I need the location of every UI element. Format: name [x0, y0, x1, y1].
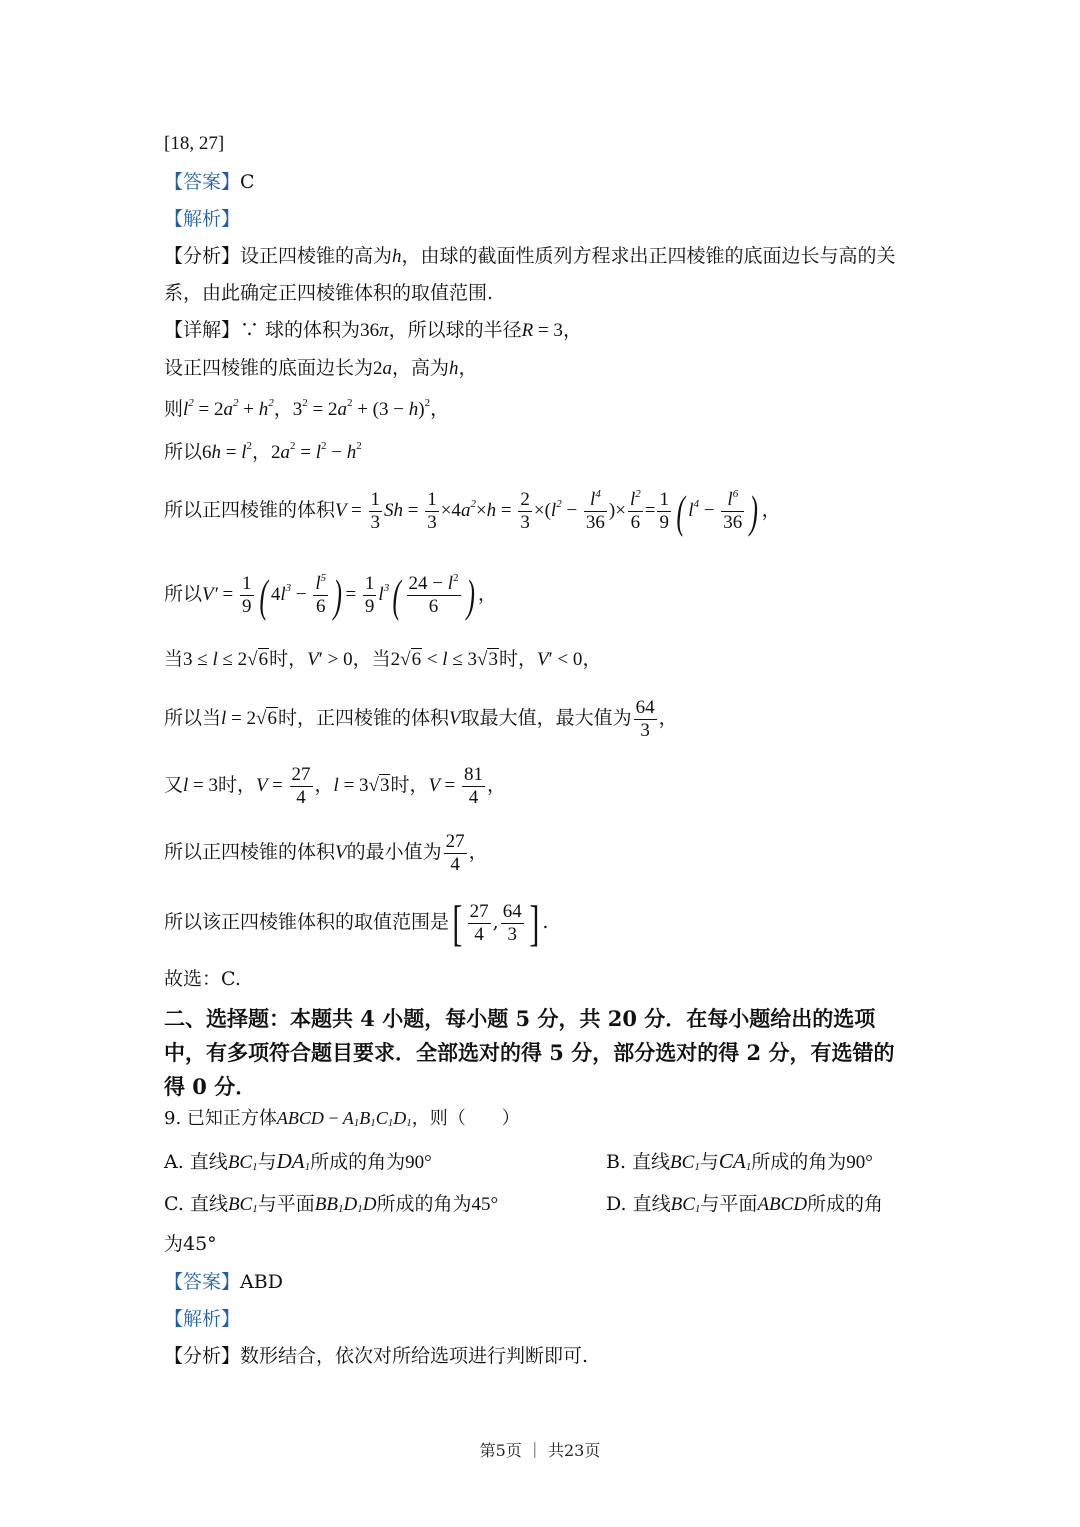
xj8-text-a: 所以当: [164, 707, 222, 729]
xj1-text-b: ，所以球的半径: [388, 319, 522, 341]
xj7-text-d: 时，: [498, 648, 537, 670]
xiangjie-line5: 所以正四棱锥的体积V = $\frac{1}{3}$ Sh = $\frac{1}{3}$ $\times 4a^2\times h$ = $\frac{2}{3}$ $\times(l^2$ − $\frac{l^4}{36}$ )× $\frac{l^2}{6}$ = $\frac{1}{9}$ ( $l^4$ − $\frac{l^6}{36}$ ) ，: [164, 485, 781, 537]
xiangjie-line2: 设正四棱锥的底面边长为2a，高为h，: [164, 357, 478, 379]
formula-2a2: $2a^2 = l^2 - h^2$: [271, 440, 362, 463]
page-footer: 第5页 ｜ 共23页: [479, 1441, 601, 1460]
fenxi-label: 【分析】: [164, 245, 241, 267]
option-B: [606, 1147, 873, 1177]
formula-R3-eq: = 3: [533, 320, 563, 341]
xj9-text-a: 又: [164, 774, 184, 796]
fenxi9-text: 数形结合，依次对所给选项进行判断即可.: [240, 1345, 589, 1367]
xj9-text-b: 时，: [218, 774, 257, 796]
var-V1: V: [448, 708, 461, 729]
section2-line3: 得 0 分．: [164, 1074, 257, 1099]
formula-derivative: V′ = $\frac{1}{9}$ ( $4l^3$ − $\frac{l^5}{6}$ ) = $\frac{1}{9}$ $l^3$( $\frac{24 - l^2}{6}$ ): [202, 569, 475, 621]
xj5-text-a: 所以正四棱锥的体积: [164, 499, 336, 521]
angle-90-a: 90°: [405, 1152, 432, 1173]
formula-6h: $6h = l^2$: [202, 440, 253, 463]
xj10-text-a: 所以正四棱锥的体积: [164, 841, 336, 863]
formula-l2: $l^2 = 2a^2 + h^2$: [183, 397, 274, 420]
formula-vneg: V′ < 0: [536, 649, 583, 670]
frac-64-3: $\frac{64}{3}$: [635, 696, 655, 741]
formula-v814: V = $\frac{81}{4}$: [428, 764, 483, 809]
optD-text-b: 与平面: [700, 1193, 758, 1215]
formula-l33: l = 3√3: [333, 775, 390, 796]
xiangjie-line3: 则$l^2 = 2a^2 + h^2$，$3^2 = 2a^2 + (3 - h)^2$，: [164, 397, 450, 420]
plane-ABCD: ABCD: [757, 1194, 808, 1215]
var-h: h: [392, 246, 402, 267]
xiangjie-label: 【详解】: [164, 319, 241, 341]
formula-3sq: $3^2 = 2a^2 + (3 - h)^2$: [292, 397, 431, 420]
xj9-text-c: 时，: [390, 774, 429, 796]
formula-36pi: 36π: [360, 320, 389, 341]
line-DA1: $DA_1$: [276, 1149, 311, 1173]
xj3-text-a: 则: [164, 398, 184, 420]
optB-text-a: B. 直线: [606, 1151, 671, 1173]
document-page: [164, 0, 924, 1527]
section2-line2: 中，有多项符合题目要求．全部选对的得 5 分，部分选对的得 2 分，有选错的: [164, 1040, 895, 1065]
xj6-text-a: 所以: [164, 583, 203, 605]
line-BC1-b: $BC_1$: [670, 1152, 700, 1173]
q9-text-b: ，则（ ）: [411, 1108, 520, 1129]
xj7-text-b: 时，: [269, 648, 308, 670]
frac-range-max: $\frac{64}{3}$: [502, 900, 522, 945]
fenxi9-line: [164, 1342, 588, 1370]
analysis9-label: 【解析】: [164, 1308, 241, 1330]
line-CA1: $CA_1$: [718, 1149, 752, 1173]
xiangjie-line1: 【详解】∵ 球的体积为36π，所以球的半径R = 3，: [164, 319, 582, 341]
fenxi-line: [164, 242, 896, 271]
line-BC1: $BC_1$: [227, 1152, 258, 1173]
option-C: [164, 1190, 498, 1219]
guxuan-line: 故选：C.: [164, 968, 241, 990]
formula-interval2: 2√6 < l ≤ 3√3: [390, 649, 498, 670]
plane-BB1D1D: $BB_1D_1D$: [314, 1194, 377, 1215]
xj11-text-a: 所以该正四棱锥体积的取值范围是: [164, 911, 450, 933]
angle-45-c: 45°: [471, 1194, 499, 1215]
xj7-text-c: ，当: [352, 648, 391, 670]
answer-value: C: [240, 171, 255, 193]
xiangjie-line8: 所以当l = 2√6时，正四棱锥的体积V取最大值，最大值为 $\frac{64}{3}$ ，: [164, 696, 678, 741]
optC-text-c: 所成的角为: [376, 1193, 472, 1215]
xiangjie-line9: 又l = 3时，V = $\frac{27}{4}$ ，l = 3√3时，V = $\frac{81}{4}$ ，: [164, 764, 506, 809]
frac-range-min: $\frac{27}{4}$: [469, 900, 489, 945]
xj8-text-b: 时，正四棱锥的体积: [277, 707, 449, 729]
optC-text-a: C. 直线: [164, 1193, 228, 1215]
answer-line: [164, 168, 255, 196]
analysis-label: 【解析】: [164, 208, 241, 230]
var-h2: h: [449, 358, 459, 379]
xiangjie-line6: 所以V′ = $\frac{1}{9}$ ( $4l^3$ − $\frac{l^5}{6}$ ) = $\frac{1}{9}$ $l^3$( $\frac{24 - l^2}{6}$ ) ，: [164, 569, 497, 621]
question9: [164, 1104, 520, 1133]
formula-volume: V = $\frac{1}{3}$ Sh = $\frac{1}{3}$ $\times 4a^2\times h$ = $\frac{2}{3}$ $\times(l^2$ − $\frac{l^4}{36}$ )× $\frac{l^2}{6}$ = $\frac{1}{9}$ ( $l^4$ − $\frac{l^6}{36}$ ): [335, 485, 759, 537]
frac-27-4: $\frac{27}{4}$: [445, 830, 465, 875]
xj7-text-a: 当: [164, 648, 184, 670]
formula-l3: l = 3: [183, 775, 219, 796]
formula-2a: 2a: [373, 358, 393, 379]
xj4-text-a: 所以: [164, 441, 203, 463]
optA-text-a: A. 直线: [164, 1151, 228, 1173]
line-BC1-d: $BC_1$: [670, 1194, 701, 1215]
formula-lmax: l = 2√6: [221, 708, 277, 729]
q9-text-a: 9. 已知正方体: [164, 1108, 277, 1129]
formula-v274: V = $\frac{27}{4}$: [256, 764, 311, 809]
xj2-text-a: 设正四棱锥的底面边长为: [164, 357, 374, 379]
xiangjie-line10: 所以正四棱锥的体积V的最小值为 $\frac{27}{4}$ ，: [164, 830, 488, 875]
optD-text-c: 所成的角: [807, 1193, 884, 1215]
xiangjie-line7: 当3 ≤ l ≤ 2√6时，V′ > 0，当2√6 < l ≤ 3√3时，V′ < 0，: [164, 648, 602, 670]
fenxi-cont: 系，由此确定正四棱锥体积的取值范围.: [164, 282, 494, 304]
answer-label: 【答案】: [164, 171, 241, 193]
optA-text-b: 与: [257, 1151, 277, 1173]
fenxi-text-b: ，由球的截面性质列方程求出正四棱锥的底面边长与高的关: [401, 245, 896, 267]
optA-text-c: 所成的角为: [310, 1151, 406, 1173]
xj1-text-a: ∵ 球的体积为: [240, 319, 361, 341]
formula-cube: ABCD − $A_1B_1C_1D_1$: [276, 1108, 412, 1129]
answer9-label: 【答案】: [164, 1271, 241, 1293]
answer9-line: [164, 1268, 283, 1296]
xiangjie-line11: 所以该正四棱锥体积的取值范围是[ $\frac{27}{4}$ , $\frac{64}{3}$ ] .: [164, 895, 549, 951]
formula-interval1: 3 ≤ l ≤ 2√6: [183, 649, 269, 670]
optB-text-c: 所成的角为: [751, 1151, 847, 1173]
angle-90-b: 90°: [846, 1152, 873, 1173]
xj2-text-b: ，高为: [392, 357, 450, 379]
answer9-value: ABD: [240, 1271, 283, 1293]
line-BC1-c: $BC_1$: [227, 1194, 258, 1215]
formula-R3: R: [521, 320, 534, 341]
option-D-cont: 为45°: [164, 1233, 217, 1255]
fenxi-text-a: 设正四棱锥的高为: [240, 245, 393, 267]
xj8-text-c: 取最大值，最大值为: [460, 707, 632, 729]
optC-text-b: 与平面: [257, 1193, 315, 1215]
optB-text-b: 与: [699, 1151, 719, 1173]
section2-line1: 二、选择题：本题共 4 小题，每小题 5 分，共 20 分．在每小题给出的选项: [164, 1006, 876, 1031]
var-V2: V: [335, 842, 347, 863]
option-D: [606, 1190, 883, 1219]
option-A: [164, 1147, 432, 1177]
optD-text-a: D. 直线: [606, 1193, 671, 1215]
xj10-text-b: 的最小值为: [346, 841, 442, 863]
formula-vpos: V′ > 0: [307, 649, 353, 670]
xiangjie-line4: 所以$6h = l^2$，$2a^2 = l^2 - h^2$: [164, 440, 362, 463]
range-header: [18, 27]: [164, 133, 225, 154]
fenxi9-label: 【分析】: [164, 1345, 241, 1367]
